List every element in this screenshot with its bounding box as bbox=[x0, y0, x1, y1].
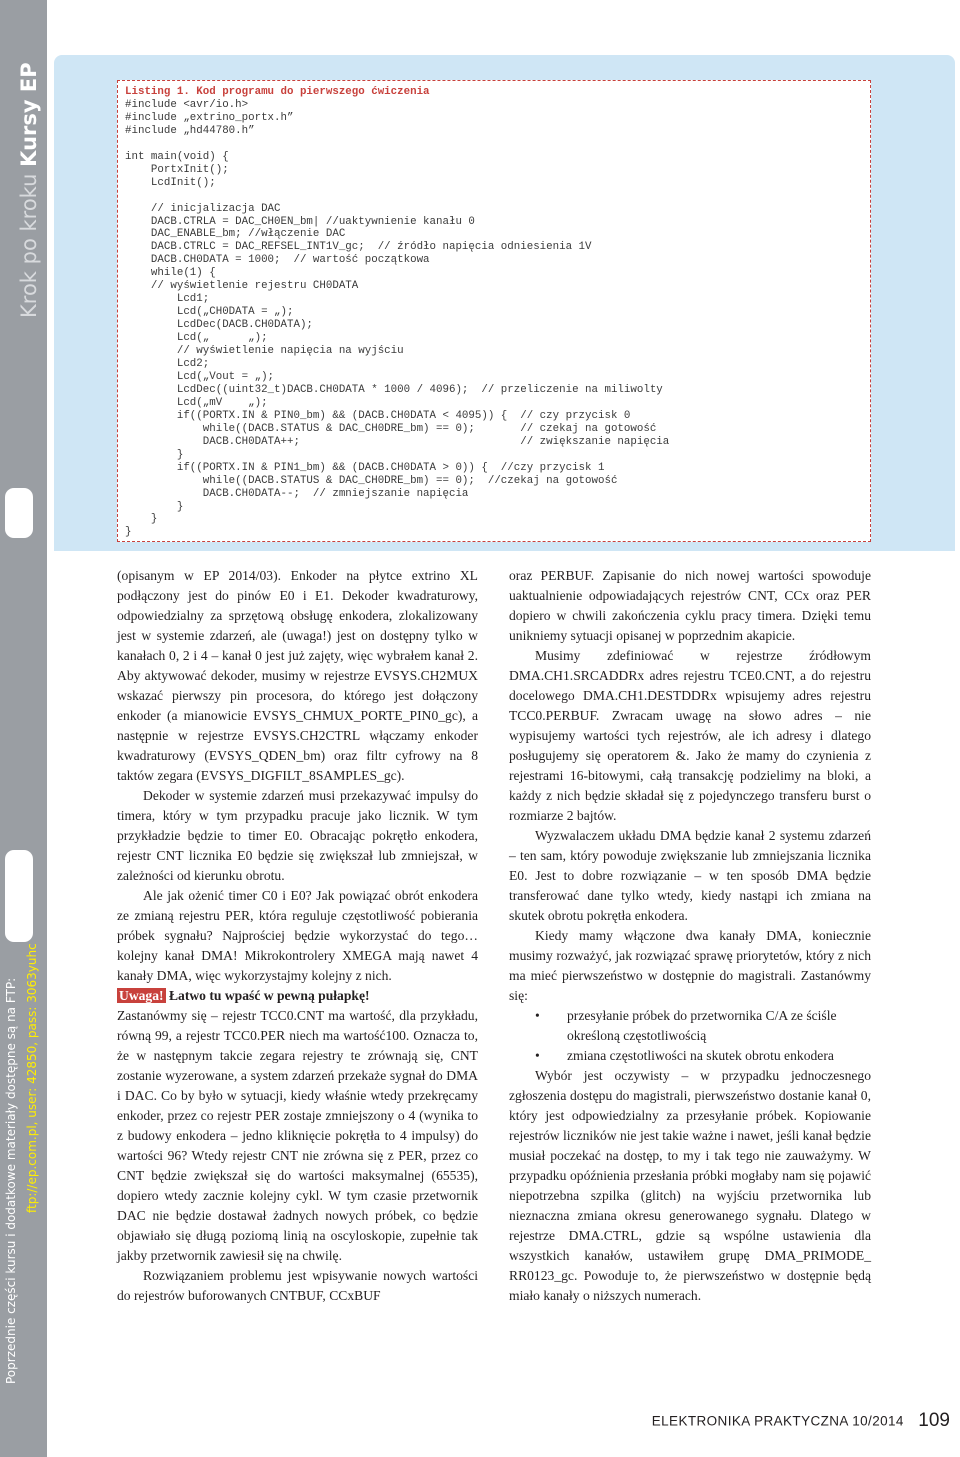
paragraph: Dekoder w systemie zdarzeń musi przekazywać impulsy do timera, który w tym przypadku pracuje jako licznik. W tym przykładzie będzie to timer E0. Obracając pokrętło enkodera, rejestr CNT licznika E0 będzie się zwiększał lub zmniejszał, w zależności od kierunku obrotu. bbox=[117, 788, 478, 883]
text-column-left bbox=[117, 566, 478, 1306]
ftp-credentials: ftp://ep.com.pl, user: 42850, pass: 3063yuhc bbox=[25, 943, 39, 1213]
paragraph: Wyzwalaczem układu DMA będzie kanał 2 systemu zdarzeń – ten sam, który powoduje zwiększanie lub zmniejszania licznika E0. Jest to dobre rozwiązanie – w ten sposób DMA będzie transferować dane tylko wtedy, kiedy nastąpi ich zmiana na skutek obrotu pokrętła enkodera. bbox=[509, 828, 871, 923]
code-listing bbox=[117, 80, 871, 542]
text-column-right bbox=[509, 566, 871, 1306]
paragraph: Kiedy mamy włączone dwa kanały DMA, koniecznie musimy rozważyć, jak rozwiązać sprawę priorytetów, który z nich ma mieć pierwszeństwo w dostępnie do magistrali. Zastanówmy się: bbox=[509, 928, 871, 1003]
ftp-note: Poprzednie części kursu i dodatkowe materiały dostępne są na FTP: bbox=[4, 977, 18, 1384]
bullet-icon: • bbox=[535, 1008, 540, 1023]
section-title-bold: Kursy EP bbox=[17, 62, 41, 167]
paragraph: oraz PERBUF. Zapisanie do nich nowej wartości spowoduje uaktualnienie odpowiadających rejestrów CNT, CCx oraz PER dopiero w chwili zakończenia cyklu pracy timera. Dzięki temu unikniemy sytuacji opisanej w poprzednim akapicie. bbox=[509, 568, 871, 643]
paragraph: Rozwiązaniem problemu jest wpisywanie nowych wartości do rejestrów buforowanych CNTBUF, CCxBUF bbox=[117, 1268, 478, 1303]
section-title-light: Krok po kroku bbox=[17, 173, 41, 318]
sidebar bbox=[0, 0, 47, 1457]
page-footer bbox=[652, 1410, 950, 1432]
warning-heading bbox=[117, 986, 478, 1006]
section-title bbox=[17, 62, 41, 318]
paragraph: Zastanówmy się – rejestr TCC0.CNT ma wartość, dla przykładu, równą 99, a rejestr TCC0.PER niech ma wartość100. Oznacza to, że w następnym takcie zegara rejestry te zrównają się, CNT zostanie wyzerowane, a system zdarzeń przekaże sygnał do DMA i DAC. Co by było w sytuacji, kiedy właśnie wtedy przekręcamy enkoder, przez co rejestr PER zostaje zmniejszony o 4 (wynika to z budowy enkodera – jedno kliknięcie pokrętła to 4 impulsy) do wartości 96? Wtedy rejestr CNT nie zrówna się z PER, przez co CNT będzie zwiększał się do wartości maksymalnej (65535), dopiero wtedy zacznie kolejny cykl. W tym czasie przetwornik DAC nie będzie dostawał żadnych nowych próbek, co będzie objawiało się długą poziomą linią na oscyloskopie, zupełnie tak jakby przetwornik zawiesił się na chwilę. bbox=[117, 1008, 478, 1263]
magazine-name: ELEKTRONIKA PRAKTYCZNA 10/2014 bbox=[651, 1413, 904, 1429]
bullet-icon: • bbox=[535, 1048, 540, 1063]
sidebar-tab-marker bbox=[5, 850, 33, 942]
list-item-text: zmiana częstotliwości na skutek obrotu enkodera bbox=[567, 1048, 834, 1063]
list-item bbox=[509, 1006, 871, 1046]
warning-label: Uwaga! bbox=[119, 988, 164, 1003]
paragraph: Musimy zdefiniować w rejestrze źródłowym DMA.CH1.SRCADDRx adres rejestru TCE0.CNT, a do rejestru docelowego DMA.CH1.DESTDDRx wpisujemy adres rejestru TCC0.PERBUF. Zwracam uwagę na słowo adres – nie wypisujemy wartości tych rejestrów, ale ich adresy i dlatego posługujemy się operatorem &. Jako że mamy do czynienia z rejestrami 16-bitowymi, całą transakcję podzielimy na bloki, a każdy z nich będzie składał się z pojedynczego transferu burst o rozmiarze 2 bajtów. bbox=[509, 648, 871, 823]
paragraph: Ale jak ożenić timer C0 i E0? Jak powiązać obrót enkodera ze zmianą rejestru PER, która reguluje częstotliwość pobierania próbek sygnału? Najprościej będzie wykorzystać do tego… kolejny kanał DMA! Mikrokontrolery XMEGA mają nawet 4 kanały DMA, więc wykorzystajmy kolejny z nich. bbox=[117, 888, 478, 983]
paragraph: Wybór jest oczywisty – w przypadku jednoczesnego zgłoszenia dostępu do magistrali, pierwszeństwo dostanie kanał 0, który jest odpowiedzialny za przesyłanie próbek. Kopiowanie rejestrów liczników nie jest takie ważne i nawet, jeśli kanał będzie musiał poczekać na dostęp, to my i tak tego nie zauważymy. W przypadku opóźnienia przesłania próbki mogłaby nam się pojawić niepotrzebna szpilka (glitch) na wyjściu przetwornika lub nieznaczna zmiana okresu generowanego sygnału. Dlatego w rejestrze DMA.CTRL, gdzie są wspólne ustawienia dla wszystkich kanałów, ustawiłem grupę DMA_PRIMODE_ RR0123_gc. Powoduje to, że pierwszeństwo w dostępnie będą miało kanały o niższych numerach. bbox=[509, 1068, 871, 1303]
page-number: 109 bbox=[918, 1410, 950, 1431]
paragraph: (opisanym w EP 2014/03). Enkoder na płytce extrino XL podłączony jest do pinów E0 i E1. Dekoder kwadraturowy, odpowiedzialny za sprzętową obsługę enkodera, zlokalizowany jest w systemie zdarzeń, ale (uwaga!) jest on dostępny tylko w kanałach 0, 2 i 4 – kanał 0 jest już zajęty, więc wybrałem kanał 2. Aby aktywować dekoder, musimy w rejestrze EVSYS.CH2MUX wskazać pierwszy pin procesora, do którego jest dołączony enkoder (a mianowicie EVSYS_CHMUX_PORTE_PIN0_gc), a następnie w rejestrze EVSYS.CH2CTRL włączamy enkoder kwadraturowy (EVSYS_QDEN_bm) oraz filtr cyfrowy na 8 taktów zegara (EVSYS_DIGFILT_8SAMPLES_gc). bbox=[117, 568, 478, 783]
listing-title: Listing 1. Kod programu do pierwszego ćwiczenia bbox=[125, 86, 430, 98]
listing-code: #include <avr/io.h> #include „extrino_portx.h” #include „hd44780.h” int main(void) { PortxInit(); LcdInit(); // inicjalizacja DAC DACB.CTRLA = DAC_CH0EN_bm| //uaktywnienie kanału 0 DAC_ENABLE_bm; //włączenie DAC DACB.CTRLC = DAC_REFSEL_INT1V_gc; // źródło napięcia odniesienia 1V DACB.CH0DATA = 1000; // wartość początkowa while(1) { // wyświetlenie rejestru CH0DATA Lcd1; Lcd(„CH0DATA = „); LcdDec(DACB.CH0DATA); Lcd(„ „); // wyświetlenie napięcia na wyjściu Lcd2; Lcd(„Vout = „); LcdDec((uint32_t)DACB.CH0DATA * 1000 / 4096); // przeliczenie na miliwolty Lcd(„mV „); if((PORTX.IN & PIN0_bm) && (DACB.CH0DATA < 4095)) { // czy przycisk 0 while((DACB.STATUS & DAC_CH0DRE_bm) == 0); // czekaj na gotowość DACB.CH0DATA++; // zwiększanie napięcia } if((PORTX.IN & PIN1_bm) && (DACB.CH0DATA > 0)) { //czy przycisk 1 while((DACB.STATUS & DAC_CH0DRE_bm) == 0); //czekaj na gotowość DACB.CH0DATA--; // zmniejszanie napięcia } } } bbox=[125, 98, 670, 539]
list-item bbox=[509, 1046, 871, 1066]
list-item-text: przesyłanie próbek do przetwornika C/A ze ściśle określoną częstotliwością bbox=[567, 1008, 837, 1043]
bullet-list bbox=[509, 1006, 871, 1066]
sidebar-tab-marker bbox=[5, 488, 33, 538]
warning-title: Łatwo tu wpaść w pewną pułapkę! bbox=[168, 988, 370, 1003]
